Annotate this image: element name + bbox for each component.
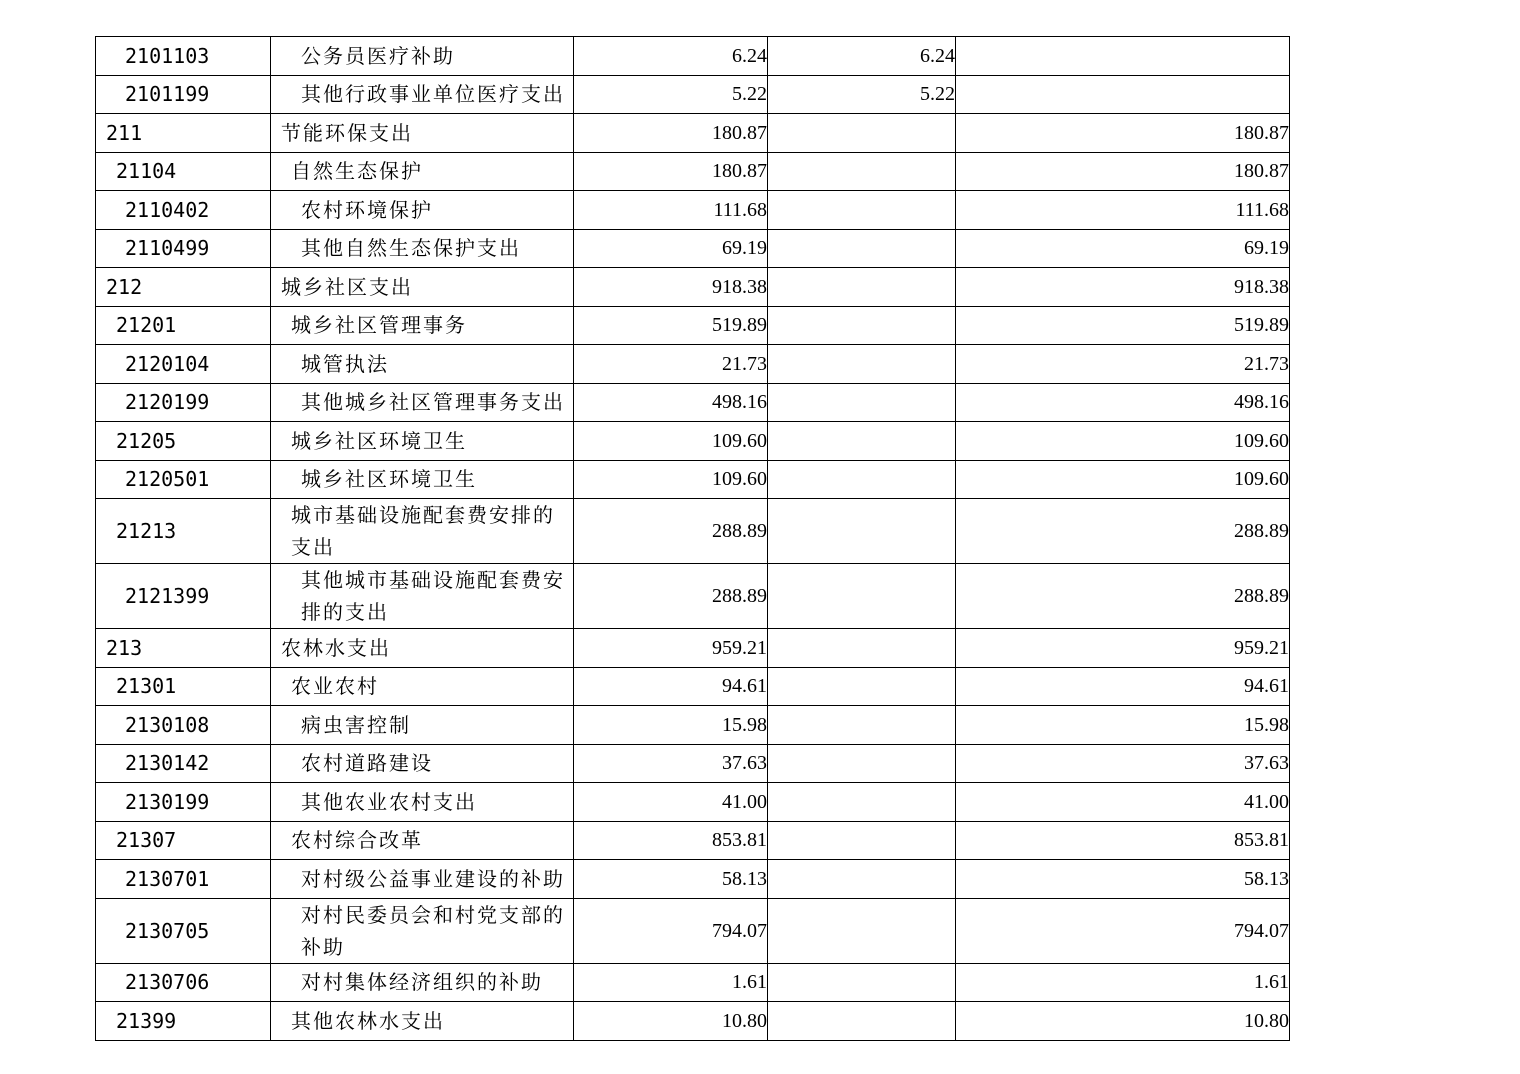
subject-name-cell: 其他城市基础设施配套费安排的支出	[271, 564, 574, 629]
subject-code-cell: 2130705	[96, 898, 271, 963]
basic-expenditure-cell	[768, 306, 956, 345]
basic-expenditure-cell	[768, 229, 956, 268]
basic-expenditure-cell	[768, 114, 956, 153]
subject-code-cell: 2130199	[96, 783, 271, 822]
basic-expenditure-cell: 5.22	[768, 75, 956, 114]
subject-code-cell: 21213	[96, 499, 271, 564]
table-row	[96, 860, 1290, 899]
project-expenditure-cell	[956, 75, 1290, 114]
subject-name-cell: 城管执法	[271, 345, 574, 384]
table-row	[96, 152, 1290, 191]
table-row	[96, 744, 1290, 783]
basic-expenditure-cell	[768, 191, 956, 230]
subject-code-cell: 2130142	[96, 744, 271, 783]
total-amount-cell: 10.80	[574, 1002, 768, 1041]
project-expenditure-cell: 109.60	[956, 460, 1290, 499]
subject-name-cell: 农村环境保护	[271, 191, 574, 230]
table-row	[96, 114, 1290, 153]
table-body	[96, 37, 1290, 1041]
subject-code-cell: 2110499	[96, 229, 271, 268]
project-expenditure-cell: 1.61	[956, 963, 1290, 1002]
subject-code-cell: 21104	[96, 152, 271, 191]
subject-code-cell: 2101199	[96, 75, 271, 114]
basic-expenditure-cell	[768, 860, 956, 899]
subject-code-cell: 2120199	[96, 383, 271, 422]
basic-expenditure-cell	[768, 268, 956, 307]
basic-expenditure-cell	[768, 706, 956, 745]
subject-name-cell: 病虫害控制	[271, 706, 574, 745]
project-expenditure-cell: 21.73	[956, 345, 1290, 384]
basic-expenditure-cell	[768, 422, 956, 461]
project-expenditure-cell: 94.61	[956, 667, 1290, 706]
subject-name-cell: 对村集体经济组织的补助	[271, 963, 574, 1002]
subject-code-cell: 21301	[96, 667, 271, 706]
table-row	[96, 229, 1290, 268]
project-expenditure-cell: 288.89	[956, 499, 1290, 564]
total-amount-cell: 109.60	[574, 422, 768, 461]
subject-code-cell: 21205	[96, 422, 271, 461]
total-amount-cell: 959.21	[574, 629, 768, 668]
subject-code-cell: 21399	[96, 1002, 271, 1041]
total-amount-cell: 180.87	[574, 152, 768, 191]
subject-name-cell: 其他行政事业单位医疗支出	[271, 75, 574, 114]
project-expenditure-cell: 180.87	[956, 152, 1290, 191]
subject-code-cell: 2130701	[96, 860, 271, 899]
table-row	[96, 75, 1290, 114]
table-row	[96, 499, 1290, 564]
project-expenditure-cell: 180.87	[956, 114, 1290, 153]
basic-expenditure-cell	[768, 963, 956, 1002]
basic-expenditure-cell	[768, 783, 956, 822]
subject-name-cell: 其他农林水支出	[271, 1002, 574, 1041]
project-expenditure-cell: 69.19	[956, 229, 1290, 268]
table-row	[96, 268, 1290, 307]
project-expenditure-cell	[956, 37, 1290, 76]
subject-name-cell: 公务员医疗补助	[271, 37, 574, 76]
total-amount-cell: 41.00	[574, 783, 768, 822]
basic-expenditure-cell	[768, 667, 956, 706]
subject-name-cell: 城乡社区管理事务	[271, 306, 574, 345]
subject-code-cell: 2121399	[96, 564, 271, 629]
project-expenditure-cell: 853.81	[956, 821, 1290, 860]
basic-expenditure-cell	[768, 629, 956, 668]
project-expenditure-cell: 111.68	[956, 191, 1290, 230]
table-row	[96, 37, 1290, 76]
table-row	[96, 564, 1290, 629]
project-expenditure-cell: 41.00	[956, 783, 1290, 822]
basic-expenditure-cell	[768, 744, 956, 783]
subject-name-cell: 其他自然生态保护支出	[271, 229, 574, 268]
basic-expenditure-cell	[768, 152, 956, 191]
basic-expenditure-cell	[768, 898, 956, 963]
subject-name-cell: 其他农业农村支出	[271, 783, 574, 822]
total-amount-cell: 288.89	[574, 564, 768, 629]
subject-code-cell: 213	[96, 629, 271, 668]
project-expenditure-cell: 10.80	[956, 1002, 1290, 1041]
subject-code-cell: 2130108	[96, 706, 271, 745]
total-amount-cell: 288.89	[574, 499, 768, 564]
subject-code-cell: 2110402	[96, 191, 271, 230]
subject-name-cell: 对村民委员会和村党支部的补助	[271, 898, 574, 963]
project-expenditure-cell: 959.21	[956, 629, 1290, 668]
project-expenditure-cell: 288.89	[956, 564, 1290, 629]
total-amount-cell: 180.87	[574, 114, 768, 153]
table-row	[96, 1002, 1290, 1041]
subject-name-cell: 自然生态保护	[271, 152, 574, 191]
subject-name-cell: 节能环保支出	[271, 114, 574, 153]
project-expenditure-cell: 519.89	[956, 306, 1290, 345]
total-amount-cell: 5.22	[574, 75, 768, 114]
table-row	[96, 783, 1290, 822]
basic-expenditure-cell	[768, 345, 956, 384]
total-amount-cell: 918.38	[574, 268, 768, 307]
subject-name-cell: 城乡社区环境卫生	[271, 422, 574, 461]
subject-name-cell: 城乡社区环境卫生	[271, 460, 574, 499]
subject-code-cell: 2101103	[96, 37, 271, 76]
basic-expenditure-cell	[768, 564, 956, 629]
total-amount-cell: 794.07	[574, 898, 768, 963]
total-amount-cell: 109.60	[574, 460, 768, 499]
table-row	[96, 345, 1290, 384]
table-row	[96, 460, 1290, 499]
subject-name-cell: 农林水支出	[271, 629, 574, 668]
table-row	[96, 629, 1290, 668]
total-amount-cell: 15.98	[574, 706, 768, 745]
table-row	[96, 667, 1290, 706]
subject-name-cell: 城乡社区支出	[271, 268, 574, 307]
project-expenditure-cell: 109.60	[956, 422, 1290, 461]
subject-code-cell: 2130706	[96, 963, 271, 1002]
total-amount-cell: 21.73	[574, 345, 768, 384]
table-row	[96, 963, 1290, 1002]
subject-name-cell: 其他城乡社区管理事务支出	[271, 383, 574, 422]
subject-code-cell: 2120501	[96, 460, 271, 499]
total-amount-cell: 853.81	[574, 821, 768, 860]
total-amount-cell: 498.16	[574, 383, 768, 422]
project-expenditure-cell: 37.63	[956, 744, 1290, 783]
project-expenditure-cell: 58.13	[956, 860, 1290, 899]
basic-expenditure-cell	[768, 821, 956, 860]
project-expenditure-cell: 498.16	[956, 383, 1290, 422]
total-amount-cell: 519.89	[574, 306, 768, 345]
subject-name-cell: 对村级公益事业建设的补助	[271, 860, 574, 899]
total-amount-cell: 58.13	[574, 860, 768, 899]
subject-name-cell: 城市基础设施配套费安排的支出	[271, 499, 574, 564]
project-expenditure-cell: 918.38	[956, 268, 1290, 307]
basic-expenditure-cell	[768, 383, 956, 422]
table-row	[96, 706, 1290, 745]
basic-expenditure-cell: 6.24	[768, 37, 956, 76]
budget-expenditure-table	[95, 36, 1290, 1041]
total-amount-cell: 6.24	[574, 37, 768, 76]
project-expenditure-cell: 15.98	[956, 706, 1290, 745]
subject-code-cell: 212	[96, 268, 271, 307]
project-expenditure-cell: 794.07	[956, 898, 1290, 963]
table-row	[96, 383, 1290, 422]
table-row	[96, 191, 1290, 230]
subject-name-cell: 农村道路建设	[271, 744, 574, 783]
subject-code-cell: 211	[96, 114, 271, 153]
table-row	[96, 422, 1290, 461]
subject-name-cell: 农业农村	[271, 667, 574, 706]
total-amount-cell: 69.19	[574, 229, 768, 268]
subject-name-cell: 农村综合改革	[271, 821, 574, 860]
table-row	[96, 821, 1290, 860]
basic-expenditure-cell	[768, 460, 956, 499]
total-amount-cell: 111.68	[574, 191, 768, 230]
total-amount-cell: 1.61	[574, 963, 768, 1002]
basic-expenditure-cell	[768, 1002, 956, 1041]
subject-code-cell: 2120104	[96, 345, 271, 384]
subject-code-cell: 21307	[96, 821, 271, 860]
subject-code-cell: 21201	[96, 306, 271, 345]
total-amount-cell: 94.61	[574, 667, 768, 706]
table-row	[96, 898, 1290, 963]
total-amount-cell: 37.63	[574, 744, 768, 783]
table-row	[96, 306, 1290, 345]
basic-expenditure-cell	[768, 499, 956, 564]
